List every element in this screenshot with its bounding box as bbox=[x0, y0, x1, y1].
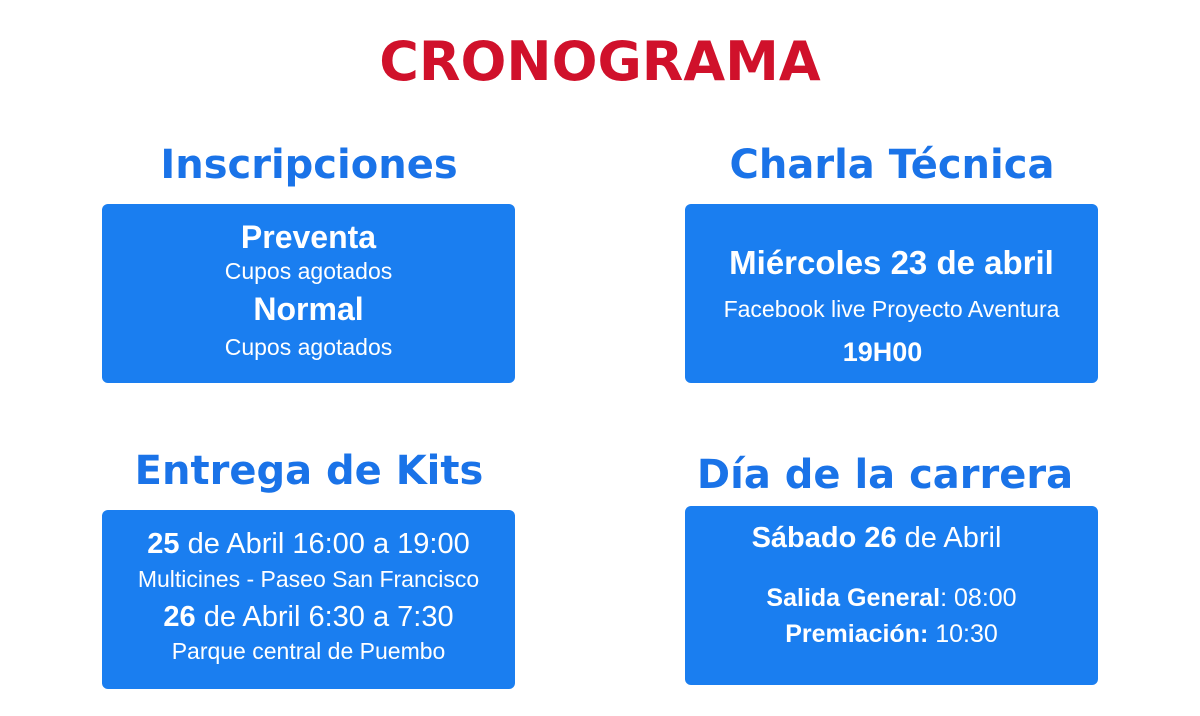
premiacion-time: 10:30 bbox=[928, 620, 998, 648]
charla-date: Miércoles 23 de abril bbox=[729, 244, 1054, 281]
premiacion-label: Premiación: bbox=[785, 620, 929, 648]
normal-label: Normal bbox=[253, 291, 364, 327]
carrera-date bbox=[685, 518, 1098, 558]
kits-day1-rest: de Abril 16:00 a 19:00 bbox=[179, 528, 470, 560]
kits-day2-rest: de Abril 6:30 a 7:30 bbox=[195, 601, 454, 633]
carrera-heading: Día de la carrera bbox=[696, 452, 1074, 498]
preventa-status: Cupos agotados bbox=[224, 258, 393, 284]
kits-day1-num: 25 bbox=[147, 528, 180, 560]
salida-line bbox=[685, 580, 1098, 616]
charla-time: 19H00 bbox=[842, 337, 923, 367]
carrera-card bbox=[685, 506, 1098, 685]
kits-day2 bbox=[102, 594, 515, 640]
charla-card bbox=[685, 204, 1098, 383]
premiacion-line bbox=[685, 616, 1098, 652]
kits-day1-place: Multicines - Paseo San Francisco bbox=[137, 566, 480, 592]
salida-time: : 08:00 bbox=[940, 584, 1017, 612]
kits-day2-num: 26 bbox=[163, 601, 196, 633]
kits-day2-place: Parque central de Puembo bbox=[171, 638, 446, 664]
charla-where: Facebook live Proyecto Aventura bbox=[723, 296, 1060, 322]
page-title: CRONOGRAMA bbox=[379, 30, 821, 93]
salida-label: Salida General bbox=[766, 584, 941, 612]
carrera-date-rest: de Abril bbox=[896, 522, 1002, 554]
kits-heading: Entrega de Kits bbox=[134, 448, 484, 494]
inscripciones-card bbox=[102, 204, 515, 383]
carrera-date-bold: Sábado 26 bbox=[751, 522, 897, 554]
kits-day1 bbox=[102, 524, 515, 564]
preventa-label: Preventa bbox=[240, 219, 377, 255]
kits-card bbox=[102, 510, 515, 689]
normal-status: Cupos agotados bbox=[224, 334, 393, 360]
inscripciones-heading: Inscripciones bbox=[160, 142, 458, 188]
charla-heading: Charla Técnica bbox=[729, 142, 1055, 188]
